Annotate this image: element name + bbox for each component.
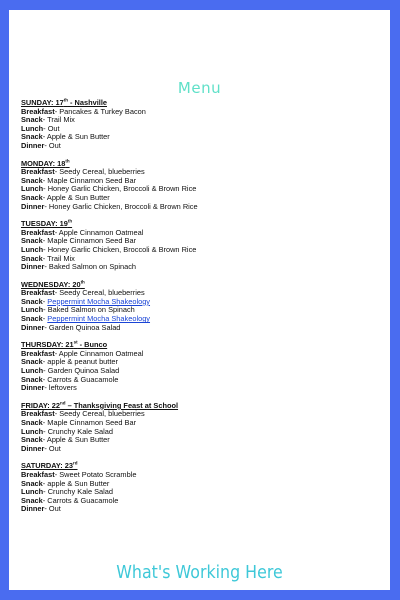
page-title: Menu (177, 79, 222, 97)
day-header: SATURDAY: 23rd (21, 460, 78, 471)
meal-row: Snack- Trail Mix (21, 115, 75, 125)
footer-brand: What's Working Here (116, 562, 283, 583)
meal-row: Snack- Apple & Sun Butter (21, 192, 110, 202)
meal-row: Snack- Maple Cinnamon Seed Bar (21, 175, 137, 185)
day-block (21, 220, 381, 272)
meal-row: Breakfast- Apple Cinnamon Oatmeal (21, 227, 144, 237)
meal-row: Dinner- Out (21, 443, 61, 453)
meal-row: Snack- Peppermint Mocha Shakeology (21, 296, 151, 306)
meal-row: Lunch- Garden Quinoa Salad (21, 366, 120, 376)
menu-page (9, 10, 390, 590)
meal-row: Lunch- Honey Garlic Chicken, Broccoli & Brown Rice (21, 184, 197, 194)
meal-row: Breakfast- Sweet Potato Scramble (21, 469, 137, 479)
day-block (21, 462, 381, 514)
day-header: MONDAY: 18th (21, 158, 70, 168)
shakeology-link[interactable]: Peppermint Mocha Shakeology (47, 296, 151, 306)
meal-row: Snack- Maple Cinnamon Seed Bar (21, 418, 137, 427)
day-header: WEDNESDAY: 20th (21, 279, 85, 289)
meal-row: Dinner- Honey Garlic Chicken, Broccoli & Brown Rice (21, 201, 198, 211)
meal-row: Breakfast- Apple Cinnamon Oatmeal (21, 348, 144, 358)
meal-row: Breakfast- Seedy Cereal, blueberries (21, 409, 145, 419)
meal-row: Snack- apple & Sun Butter (21, 478, 110, 488)
meal-row: Breakfast- Pancakes & Turkey Bacon (21, 106, 146, 116)
day-block (21, 341, 381, 393)
meal-row: Lunch- Honey Garlic Chicken, Broccoli & Brown Rice (21, 244, 197, 254)
meal-row: Snack- Peppermint Mocha Shakeology (21, 314, 151, 324)
day-header: FRIDAY: 22nd – Thanksgiving Feast at School (21, 400, 179, 410)
meal-row: Snack- Apple & Sun Butter (21, 132, 110, 142)
meal-row: Snack- Carrots & Guacamole (21, 374, 119, 384)
day-header: TUESDAY: 19th (21, 218, 73, 229)
meal-row: Lunch- Baked Salmon on Spinach (21, 305, 135, 315)
menu-list (21, 99, 381, 523)
meal-row: Dinner- Out (21, 140, 61, 150)
day-block (21, 402, 381, 454)
meal-row: Dinner- Out (21, 504, 61, 514)
meal-row: Snack- Trail Mix (21, 253, 75, 263)
meal-row: Snack- Carrots & Guacamole (21, 495, 119, 505)
meal-row: Lunch- Out (21, 123, 60, 133)
meal-row: Dinner- Garden Quinoa Salad (21, 322, 121, 332)
meal-row: Lunch- Crunchy Kale Salad (21, 487, 114, 497)
day-header: THURSDAY: 21st - Bunco (21, 339, 108, 350)
day-block (21, 281, 381, 333)
meal-row: Dinner- Baked Salmon on Spinach (21, 262, 137, 272)
day-header: SUNDAY: 17th - Nashville (21, 97, 107, 107)
meal-row: Dinner- leftovers (21, 383, 77, 393)
day-block (21, 99, 381, 151)
shakeology-link[interactable]: Peppermint Mocha Shakeology (47, 314, 151, 324)
meal-row: Snack- Apple & Sun Butter (21, 435, 110, 445)
meal-row: Breakfast- Seedy Cereal, blueberries (21, 288, 145, 298)
meal-row: Snack- apple & peanut butter (21, 357, 118, 367)
day-block (21, 160, 381, 212)
meal-row: Breakfast- Seedy Cereal, blueberries (21, 167, 145, 177)
meal-row: Snack- Maple Cinnamon Seed Bar (21, 236, 137, 246)
meal-row: Lunch- Crunchy Kale Salad (21, 426, 114, 436)
